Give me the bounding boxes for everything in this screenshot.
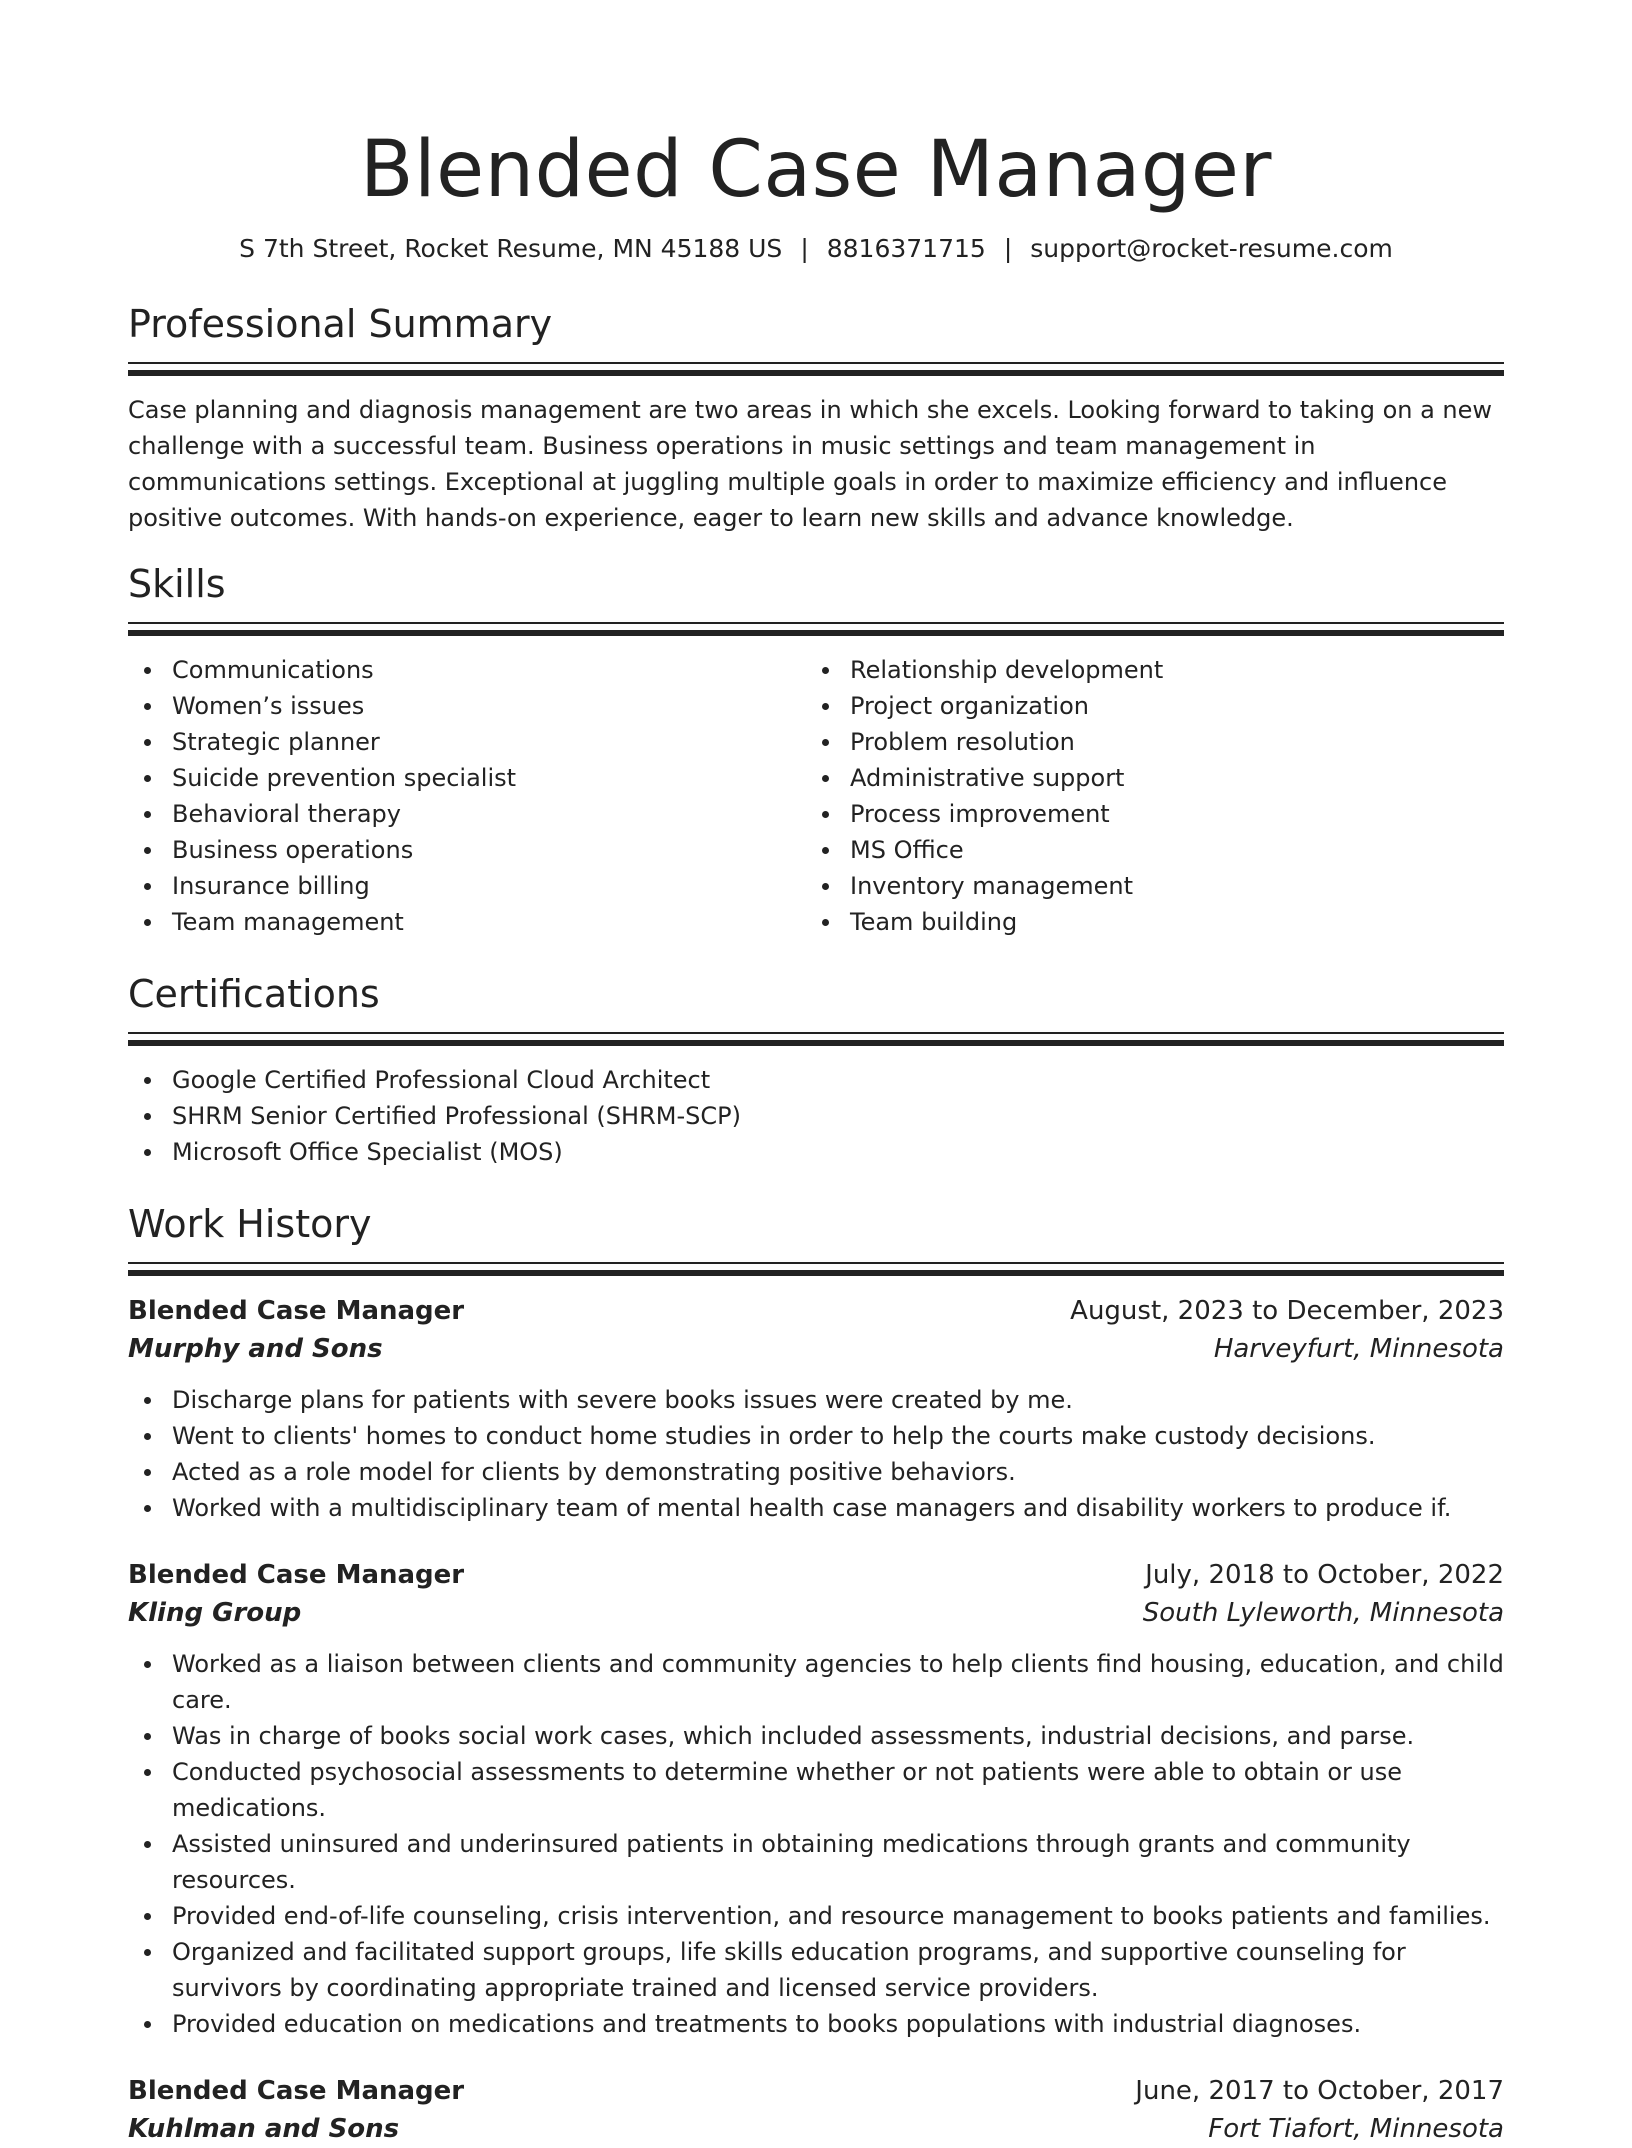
skills-columns xyxy=(128,652,1504,940)
contact-line xyxy=(128,232,1504,266)
job-bullet: Acted as a role model for clients by demonstrating positive behaviors. xyxy=(128,1454,1504,1490)
skill-item: Administrative support xyxy=(806,760,1484,796)
job-company: Kuhlman and Sons xyxy=(128,2114,400,2144)
job-entry xyxy=(128,1556,1504,2042)
skill-item: Relationship development xyxy=(806,652,1484,688)
job-bullet: Went to clients' homes to conduct home studies in order to help the courts make custody decisions. xyxy=(128,1418,1504,1454)
section-skills xyxy=(128,560,1504,940)
job-bullet: Conducted psychosocial assessments to determine whether or not patients were able to obtain or use medications. xyxy=(128,1754,1504,1826)
contact-email: support@rocket-resume.com xyxy=(1030,234,1393,263)
skills-list-left xyxy=(128,652,806,940)
contact-address: S 7th Street, Rocket Resume, MN 45188 US xyxy=(239,234,783,263)
certifications-list xyxy=(128,1062,1504,1170)
job-bullet: Worked as a liaison between clients and community agencies to help clients find housing, education, and child care. xyxy=(128,1646,1504,1718)
skill-item: Behavioral therapy xyxy=(128,796,806,832)
section-rule xyxy=(128,622,1504,624)
resume-page xyxy=(128,0,1504,2148)
resume-name: Blended Case Manager xyxy=(360,125,1272,215)
job-bullet: Provided education on medications and treatments to books populations with industrial diagnoses. xyxy=(128,2006,1504,2042)
summary-text: Case planning and diagnosis management are two areas in which she excels. Looking forward to taking on a new challenge with a successful team. Business operations in music settings and team management in communications settings. Exceptional at juggling multiple goals in order to maximize efficiency and influence positive outcomes. With hands-on experience, eager to learn new skills and advance knowledge. xyxy=(128,396,1493,532)
job-subheader xyxy=(128,2110,1504,2148)
job-bullet: Organized and facilitated support groups, life skills education programs, and supportive counseling for survivors by coordinating appropriate trained and licensed service providers. xyxy=(128,1934,1504,2006)
section-rule xyxy=(128,1040,1504,1046)
job-location: Fort Tiafort, Minnesota xyxy=(1208,2114,1504,2144)
job-subheader xyxy=(128,1594,1504,1632)
section-rule xyxy=(128,370,1504,376)
skill-item: Communications xyxy=(128,652,806,688)
contact-separator: | xyxy=(1003,234,1013,263)
job-dates: July, 2018 to October, 2022 xyxy=(1145,1560,1504,1590)
section-title-skills: Skills xyxy=(128,562,226,606)
section-rule xyxy=(128,1262,1504,1264)
job-title: Blended Case Manager xyxy=(128,2076,465,2106)
section-rule xyxy=(128,362,1504,364)
section-rule xyxy=(128,1032,1504,1034)
skills-list-right xyxy=(806,652,1484,940)
job-title: Blended Case Manager xyxy=(128,1560,465,1590)
job-bullet: Was in charge of books social work cases, which included assessments, industrial decisions, and parse. xyxy=(128,1718,1504,1754)
section-summary xyxy=(128,300,1504,536)
skill-item: Insurance billing xyxy=(128,868,806,904)
job-header xyxy=(128,1556,1504,1594)
job-dates: August, 2023 to December, 2023 xyxy=(1070,1296,1504,1326)
job-bullets xyxy=(128,1646,1504,2042)
job-header xyxy=(128,2072,1504,2110)
job-subheader xyxy=(128,1330,1504,1368)
skill-item: Strategic planner xyxy=(128,724,806,760)
section-title-summary: Professional Summary xyxy=(128,302,553,346)
skill-item: Process improvement xyxy=(806,796,1484,832)
contact-separator: | xyxy=(800,234,809,263)
section-title-certifications: Certifications xyxy=(128,972,380,1016)
section-title-work-history: Work History xyxy=(128,1202,372,1246)
job-bullet: Assisted uninsured and underinsured patients in obtaining medications through grants and community resources. xyxy=(128,1826,1504,1898)
skill-item: Inventory management xyxy=(806,868,1484,904)
certification-item: Google Certified Professional Cloud Architect xyxy=(128,1062,1504,1098)
section-rule xyxy=(128,630,1504,636)
skill-item: Project organization xyxy=(806,688,1484,724)
section-certifications xyxy=(128,970,1504,1170)
contact-phone: 8816371715 xyxy=(826,234,986,263)
skill-item: Team management xyxy=(128,904,806,940)
job-bullet: Provided end-of-life counseling, crisis intervention, and resource management to books patients and families. xyxy=(128,1898,1504,1934)
skill-item: Suicide prevention specialist xyxy=(128,760,806,796)
job-location: Harveyfurt, Minnesota xyxy=(1213,1334,1504,1364)
job-bullets xyxy=(128,1382,1504,1526)
job-header xyxy=(128,1292,1504,1330)
job-bullet: Worked with a multidisciplinary team of mental health case managers and disability workers to produce if. xyxy=(128,1490,1504,1526)
job-bullet: Discharge plans for patients with severe books issues were created by me. xyxy=(128,1382,1504,1418)
skill-item: Business operations xyxy=(128,832,806,868)
job-title: Blended Case Manager xyxy=(128,1296,465,1326)
skill-item: Problem resolution xyxy=(806,724,1484,760)
skill-item: Women’s issues xyxy=(128,688,806,724)
skill-item: Team building xyxy=(806,904,1484,940)
skill-item: MS Office xyxy=(806,832,1484,868)
job-company: Murphy and Sons xyxy=(128,1334,383,1364)
certification-item: SHRM Senior Certified Professional (SHRM-SCP) xyxy=(128,1098,1504,1134)
job-entry xyxy=(128,1292,1504,1526)
job-dates: June, 2017 to October, 2017 xyxy=(1135,2076,1504,2106)
job-location: South Lyleworth, Minnesota xyxy=(1142,1598,1504,1628)
section-rule xyxy=(128,1270,1504,1276)
certification-item: Microsoft Office Specialist (MOS) xyxy=(128,1134,1504,1170)
job-company: Kling Group xyxy=(128,1598,302,1628)
job-entry xyxy=(128,2072,1504,2148)
section-work-history xyxy=(128,1200,1504,2148)
